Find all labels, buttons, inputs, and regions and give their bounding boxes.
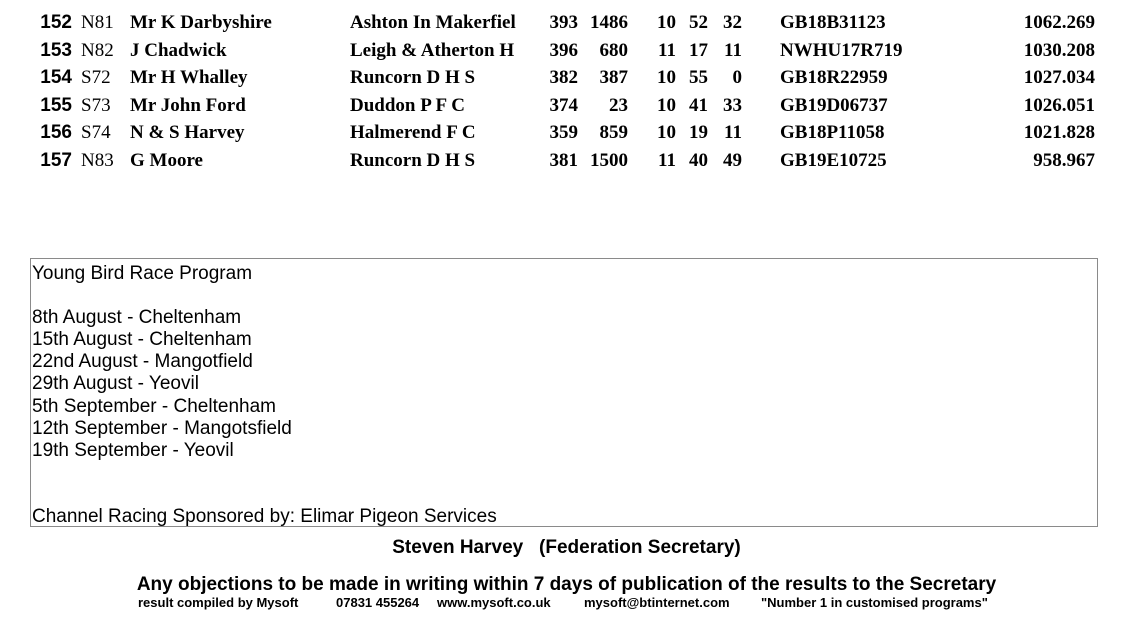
footer-slogan: "Number 1 in customised programs" xyxy=(761,595,988,610)
club-name: Ashton In Makerfiel xyxy=(350,12,516,33)
race-program-box xyxy=(30,258,1098,527)
time-minutes: 41 xyxy=(689,94,708,116)
time-minutes: 52 xyxy=(689,12,708,33)
footer-email-link[interactable]: mysoft@btinternet.com xyxy=(584,595,730,610)
velocity: 1027.034 xyxy=(1023,67,1095,89)
member-code: S72 xyxy=(81,67,111,89)
distance-miles: 359 xyxy=(549,122,578,144)
member-name: G Moore xyxy=(130,149,203,171)
distance-yards: 387 xyxy=(599,67,628,89)
club-name: Duddon P F C xyxy=(350,94,465,116)
time-hours: 10 xyxy=(657,122,676,144)
member-name: Mr John Ford xyxy=(130,94,246,116)
time-seconds: 11 xyxy=(724,39,742,61)
race-date-item: 19th September - Yeovil xyxy=(32,440,234,461)
race-date-item: 15th August - Cheltenham xyxy=(32,329,252,350)
position: 156 xyxy=(40,122,72,144)
program-title: Young Bird Race Program xyxy=(32,263,253,284)
secretary-name: Steven Harvey (Federation Secretary) xyxy=(392,537,741,558)
objections-notice: Any objections to be made in writing within 7 days of publication of the results to the Secretary xyxy=(136,574,997,595)
race-date-item: 12th September - Mangotsfield xyxy=(32,418,292,439)
member-code: S74 xyxy=(81,122,111,144)
distance-yards: 1486 xyxy=(590,12,628,33)
time-hours: 10 xyxy=(657,67,676,89)
distance-yards: 859 xyxy=(599,122,628,144)
ring-number: GB18B31123 xyxy=(780,12,886,33)
distance-miles: 382 xyxy=(549,67,578,89)
table-row xyxy=(0,147,1133,175)
position: 153 xyxy=(40,39,72,61)
distance-miles: 396 xyxy=(549,39,578,61)
position: 154 xyxy=(40,67,72,89)
secretary-signature xyxy=(0,537,1133,559)
distance-miles: 381 xyxy=(549,149,578,171)
velocity: 1030.208 xyxy=(1023,39,1095,61)
table-row xyxy=(0,119,1133,147)
member-code: N82 xyxy=(81,39,114,61)
member-name: J Chadwick xyxy=(130,39,227,61)
race-date-item: 22nd August - Mangotfield xyxy=(32,351,253,372)
ring-number: GB18P11058 xyxy=(780,122,885,144)
ring-number: GB19E10725 xyxy=(780,149,887,171)
results-table xyxy=(0,9,1133,175)
member-code: N81 xyxy=(81,12,114,33)
race-date-item: 29th August - Yeovil xyxy=(32,373,199,394)
footer-compiled-by: result compiled by Mysoft xyxy=(138,595,299,610)
sponsor-line: Channel Racing Sponsored by: Elimar Pigeon Services xyxy=(32,506,497,527)
ring-number: GB19D06737 xyxy=(780,94,888,116)
distance-yards: 1500 xyxy=(590,149,628,171)
member-name: N & S Harvey xyxy=(130,122,245,144)
member-code: S73 xyxy=(81,94,111,116)
table-row xyxy=(0,9,1133,37)
table-row xyxy=(0,64,1133,92)
member-name: Mr H Whalley xyxy=(130,67,248,89)
race-date-item: 5th September - Cheltenham xyxy=(32,396,276,417)
time-seconds: 11 xyxy=(724,122,742,144)
velocity: 1021.828 xyxy=(1023,122,1095,144)
distance-miles: 393 xyxy=(549,12,578,33)
position: 155 xyxy=(40,94,72,116)
time-minutes: 55 xyxy=(689,67,708,89)
velocity: 958.967 xyxy=(1033,149,1095,171)
club-name: Halmerend F C xyxy=(350,122,476,144)
club-name: Runcorn D H S xyxy=(350,67,476,89)
club-name: Runcorn D H S xyxy=(350,149,476,171)
footer-website-link[interactable]: www.mysoft.co.uk xyxy=(437,595,551,610)
time-seconds: 0 xyxy=(732,67,742,89)
velocity: 1062.269 xyxy=(1023,12,1095,33)
club-name: Leigh & Atherton H xyxy=(350,39,515,61)
time-hours: 10 xyxy=(657,94,676,116)
distance-miles: 374 xyxy=(549,94,578,116)
member-name: Mr K Darbyshire xyxy=(130,12,272,33)
footer-phone: 07831 455264 xyxy=(336,595,420,610)
time-hours: 11 xyxy=(658,39,676,61)
member-code: N83 xyxy=(81,149,114,171)
time-minutes: 19 xyxy=(689,122,708,144)
time-minutes: 17 xyxy=(689,39,708,61)
ring-number: GB18R22959 xyxy=(780,67,888,89)
time-hours: 10 xyxy=(657,12,676,33)
table-row xyxy=(0,92,1133,120)
time-seconds: 32 xyxy=(723,12,742,33)
ring-number: NWHU17R719 xyxy=(780,39,903,61)
distance-yards: 23 xyxy=(609,94,628,116)
race-date-item: 8th August - Cheltenham xyxy=(32,307,242,328)
time-seconds: 49 xyxy=(723,149,742,171)
time-hours: 11 xyxy=(658,149,676,171)
position: 157 xyxy=(40,149,72,171)
velocity: 1026.051 xyxy=(1023,94,1095,116)
position: 152 xyxy=(40,12,72,33)
time-minutes: 40 xyxy=(689,149,708,171)
table-row xyxy=(0,37,1133,65)
distance-yards: 680 xyxy=(599,39,628,61)
time-seconds: 33 xyxy=(723,94,742,116)
